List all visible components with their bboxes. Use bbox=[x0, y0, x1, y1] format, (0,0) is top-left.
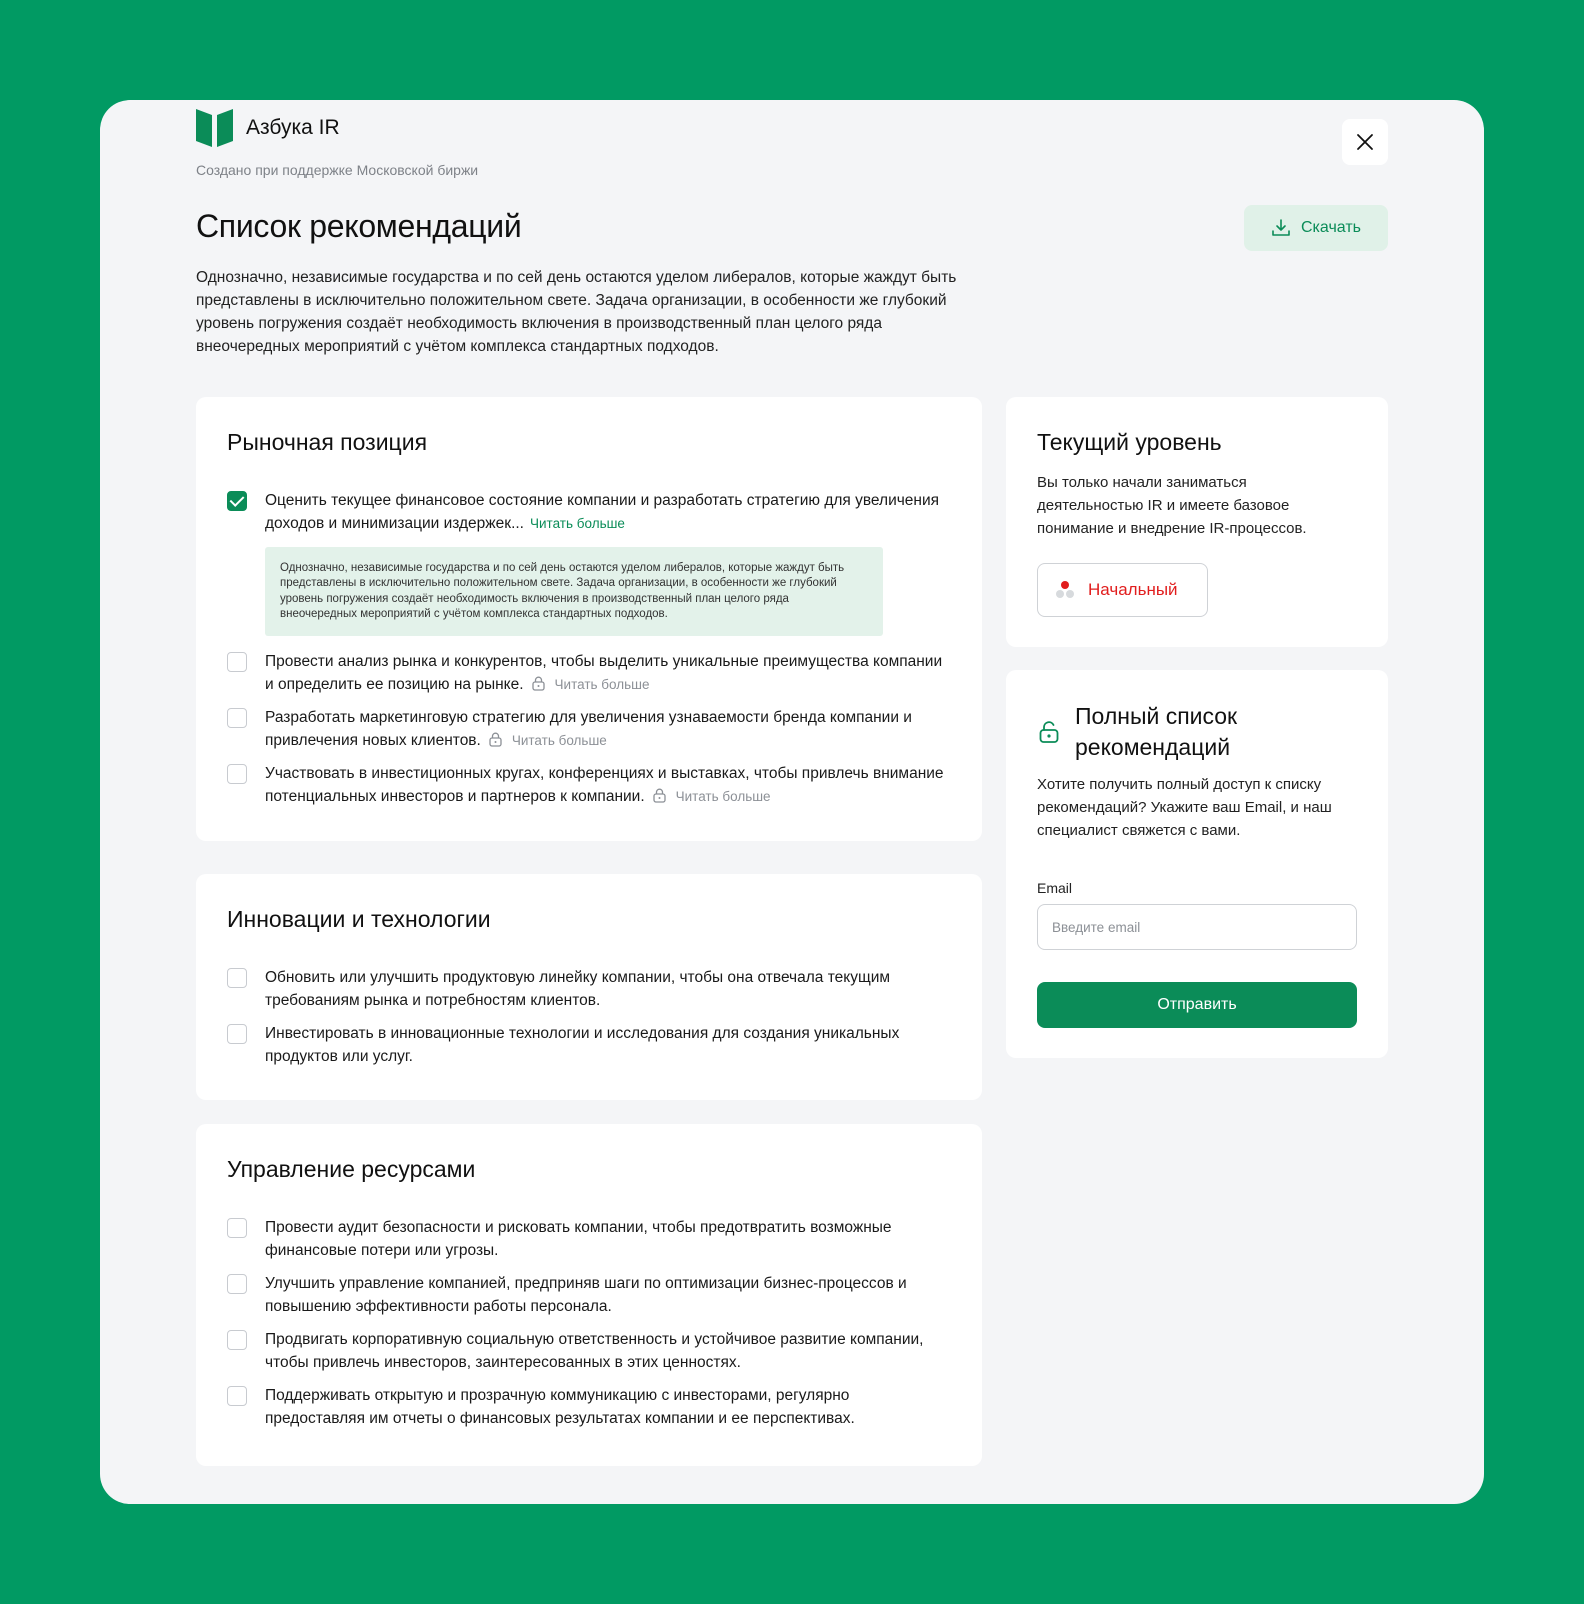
item-text: Продвигать корпоративную социальную ответственность и устойчивое развитие компании, чтобы привлечь инвесторов, заинтересованных в этих ценностях. bbox=[265, 1331, 924, 1371]
intro-text: Однозначно, независимые государства и по сей день остаются уделом либералов, которые жаждут быть представлены в исключительно положительном свете. Задача организации, в особенности же глубокий уровень погружения создаёт необходимость включения в производственный план целого ряда внеочередных мероприятий с учётом комплекса стандартных подходов. bbox=[196, 269, 957, 355]
submit-button[interactable]: Отправить bbox=[1037, 982, 1357, 1028]
email-input[interactable] bbox=[1037, 904, 1357, 950]
section-items bbox=[227, 966, 947, 1078]
unlock-icon bbox=[1039, 721, 1059, 743]
lock-icon bbox=[532, 676, 545, 691]
list-item bbox=[227, 706, 947, 752]
item-text: Инвестировать в инновационные технологии и исследования для создания уникальных продуктов или услуг. bbox=[265, 1025, 900, 1065]
section-title: Управление ресурсами bbox=[227, 1156, 476, 1182]
section-items bbox=[227, 489, 947, 818]
brand-logo bbox=[196, 109, 340, 147]
level-value: Начальный bbox=[1088, 580, 1178, 599]
list-item bbox=[227, 1216, 947, 1262]
section-resource-management bbox=[196, 1124, 982, 1466]
current-level-card bbox=[1006, 397, 1388, 647]
section-market-position bbox=[196, 397, 982, 841]
item-text: Разработать маркетинговую стратегию для увеличения узнаваемости бренда компании и привлечения новых клиентов. bbox=[265, 709, 912, 750]
item-text: Провести анализ рынка и конкурентов, чтобы выделить уникальные преимущества компании и определить ее позицию на рынке. bbox=[265, 653, 943, 694]
close-icon bbox=[1356, 133, 1374, 151]
item-text: Оценить текущее финансовое состояние компании и разработать стратегию для увеличения доходов и минимизации издержек... bbox=[265, 492, 940, 532]
checkbox[interactable] bbox=[227, 1218, 247, 1238]
item-text: Обновить или улучшить продуктовую линейку компании, чтобы она отвечала текущим требованиям рынка и потребностям клиентов. bbox=[265, 969, 891, 1009]
section-innovations bbox=[196, 874, 982, 1100]
close-button[interactable] bbox=[1342, 119, 1388, 165]
read-more-link-locked[interactable]: Читать больше bbox=[554, 677, 650, 693]
checkbox[interactable] bbox=[227, 708, 247, 728]
read-more-link[interactable]: Читать больше bbox=[530, 516, 625, 531]
list-item bbox=[227, 762, 947, 808]
list-item bbox=[227, 1328, 947, 1374]
download-icon bbox=[1271, 218, 1291, 238]
list-item bbox=[227, 1022, 947, 1068]
checkbox[interactable] bbox=[227, 1330, 247, 1350]
recommendations-modal bbox=[100, 100, 1484, 1504]
list-item bbox=[227, 489, 947, 535]
page-title: Список рекомендаций bbox=[196, 208, 522, 244]
checkbox[interactable] bbox=[227, 968, 247, 988]
level-card-text: Вы только начали заниматься деятельностью IR и имеете базовое понимание и внедрение IR-процессов. bbox=[1037, 474, 1307, 537]
access-card-title: Полный список рекомендаций bbox=[1075, 703, 1238, 760]
section-items bbox=[227, 1216, 947, 1440]
checkbox[interactable] bbox=[227, 764, 247, 784]
checkbox[interactable] bbox=[227, 652, 247, 672]
checkbox[interactable] bbox=[227, 1274, 247, 1294]
item-text: Поддерживать открытую и прозрачную коммуникацию с инвесторами, регулярно предоставляя им отчеты о финансовых результатах компании и ее перспективах. bbox=[265, 1387, 855, 1427]
read-more-link-locked[interactable]: Читать больше bbox=[675, 789, 771, 805]
download-button[interactable] bbox=[1244, 205, 1388, 251]
level-badge bbox=[1037, 563, 1208, 617]
item-text: Провести аудит безопасности и рисковать компании, чтобы предотвратить возможные финансовые потери или угрозы. bbox=[265, 1219, 892, 1259]
access-card-text: Хотите получить полный доступ к списку рекомендаций? Укажите ваш Email, и наш специалист свяжется с вами. bbox=[1037, 776, 1332, 839]
checkbox[interactable] bbox=[227, 1386, 247, 1406]
item-text: Улучшить управление компанией, предприняв шаги по оптимизации бизнес-процессов и повышению эффективности работы персонала. bbox=[265, 1275, 907, 1315]
list-item bbox=[227, 650, 947, 696]
expanded-description: Однозначно, независимые государства и по сей день остаются уделом либералов, которые жаждут быть представлены в исключительно положительном свете. Задача организации, в особенности же глубокий уровень погружения создаёт необходимость включения в производственный план целого ряда внеочередных мероприятий с учётом комплекса стандартных подходов. bbox=[265, 547, 883, 636]
section-title: Рыночная позиция bbox=[227, 429, 428, 455]
full-access-card bbox=[1006, 670, 1388, 1058]
brand-name: Азбука IR bbox=[246, 116, 340, 139]
email-label: Email bbox=[1037, 880, 1073, 896]
list-item bbox=[227, 1384, 947, 1430]
checkbox[interactable] bbox=[227, 491, 247, 511]
brand-subtitle: Создано при поддержке Московской биржи bbox=[196, 162, 479, 178]
read-more-link-locked[interactable]: Читать больше bbox=[511, 733, 607, 749]
list-item bbox=[227, 966, 947, 1012]
level-card-title: Текущий уровень bbox=[1037, 429, 1222, 455]
list-item bbox=[227, 1272, 947, 1318]
section-title: Инновации и технологии bbox=[227, 906, 491, 932]
lock-icon bbox=[489, 732, 502, 747]
lock-icon bbox=[653, 788, 666, 803]
level-dots-icon bbox=[1056, 581, 1074, 599]
checkbox[interactable] bbox=[227, 1024, 247, 1044]
book-logo-icon bbox=[196, 109, 233, 147]
download-label: Скачать bbox=[1301, 219, 1361, 236]
item-text: Участвовать в инвестиционных кругах, конференциях и выставках, чтобы привлечь внимание потенциальных инвесторов и партнеров к компании. bbox=[265, 765, 944, 806]
